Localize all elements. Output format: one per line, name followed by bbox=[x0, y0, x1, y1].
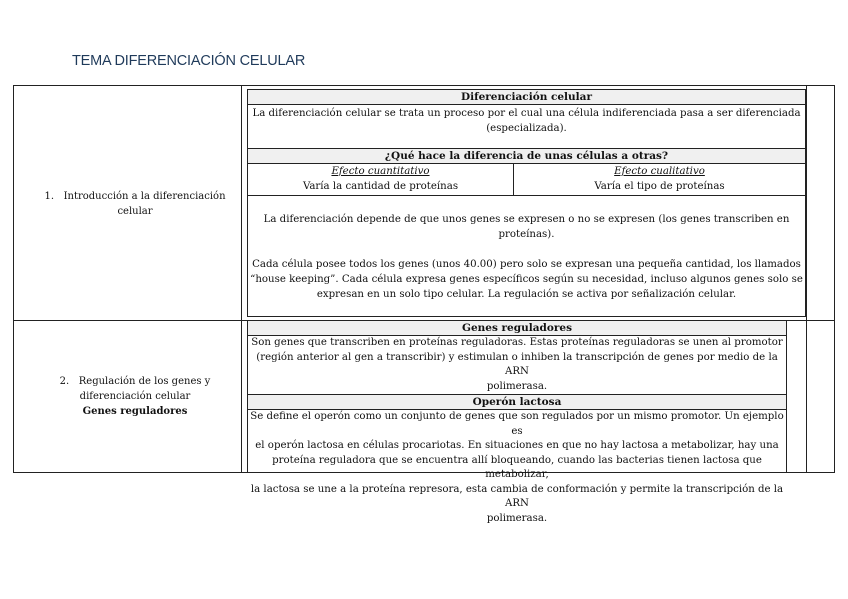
row2-label bbox=[40, 374, 230, 419]
diff-header: Diferenciación celular bbox=[248, 90, 805, 105]
row1-label-line1: Introducción a la diferenciación bbox=[63, 191, 226, 202]
operon-line3: proteína reguladora que se encuentra allí bloqueando, cuando las bacterias tienen lactosa que metabolizar, bbox=[272, 454, 762, 480]
para2-line1: Cada célula posee todos los genes (unos 40.00) pero solo se expresan una pequeña cantidad, los llamados bbox=[252, 259, 801, 270]
genes-line1: Son genes que transcriben en proteínas reguladoras. Estas proteínas reguladoras se unen al promotor bbox=[251, 337, 783, 348]
row1-label-number: 1. bbox=[44, 191, 55, 202]
diff-text-line2: (especializada). bbox=[486, 123, 567, 134]
genes-line3: polimerasa. bbox=[486, 380, 548, 392]
quant-effect-cell bbox=[248, 164, 514, 195]
row2-label-number: 2. bbox=[59, 376, 70, 387]
quant-text: Varía la cantidad de proteínas bbox=[302, 181, 459, 192]
right-column-divider bbox=[806, 85, 807, 473]
genes-line2: (región anterior al gen a transcribir) y estimulan o inhiben la transcripción de genes por medio de la ARN bbox=[256, 351, 778, 377]
genes-definition bbox=[248, 336, 786, 394]
row1-label bbox=[40, 189, 230, 219]
operon-line5: polimerasa. bbox=[486, 512, 548, 524]
genes-header: Genes reguladores bbox=[248, 320, 786, 336]
document-title: TEMA DIFERENCIACIÓN CELULAR bbox=[72, 53, 306, 69]
operon-line4: la lactosa se une a la proteína represora, esta cambia de conformación y permite la transcripción de la ARN bbox=[250, 483, 784, 509]
operon-definition bbox=[248, 410, 786, 526]
effects-row bbox=[248, 164, 805, 196]
qual-effect-cell bbox=[514, 164, 805, 195]
operon-line1: Se define el operón como un conjunto de genes que son regulados por un mismo promotor. Un ejemplo es bbox=[250, 411, 784, 437]
qual-text: Varía el tipo de proteínas bbox=[594, 181, 725, 192]
row2-content-box bbox=[247, 320, 787, 524]
para2-line3: expresan en un solo tipo celular. La regulación se activa por señalización celular. bbox=[316, 289, 737, 300]
para1-line2: proteínas). bbox=[498, 229, 555, 240]
row2-label-line2: diferenciación celular bbox=[79, 391, 191, 402]
qual-title: Efecto cualitativo bbox=[614, 166, 705, 177]
row2-label-bold: Genes reguladores bbox=[82, 406, 188, 417]
column-divider bbox=[241, 85, 242, 473]
diff-definition bbox=[248, 105, 805, 148]
operon-header: Operón lactosa bbox=[248, 394, 786, 410]
question-header: ¿Qué hace la diferencia de unas células a otras? bbox=[248, 148, 805, 164]
row1-content-box bbox=[247, 89, 806, 317]
diff-text-line1: La diferenciación celular se trata un proceso por el cual una célula indiferenciada pasa a ser diferenciada bbox=[252, 108, 801, 119]
diff-explanation bbox=[248, 196, 805, 302]
quant-title: Efecto cuantitativo bbox=[331, 166, 430, 177]
para1-line1: La diferenciación depende de que unos genes se expresen o no se expresen (los genes transcriben en bbox=[263, 214, 790, 225]
row1-label-line2: celular bbox=[117, 206, 153, 217]
row2-label-line1: Regulación de los genes y bbox=[78, 376, 211, 387]
para2-line2: “house keeping”. Cada célula expresa genes específicos según su necesidad, incluso algunos genes solo se bbox=[250, 274, 803, 285]
operon-line2: el operón lactosa en células procariotas. En situaciones en que no hay lactosa a metabolizar, hay una bbox=[255, 440, 779, 451]
